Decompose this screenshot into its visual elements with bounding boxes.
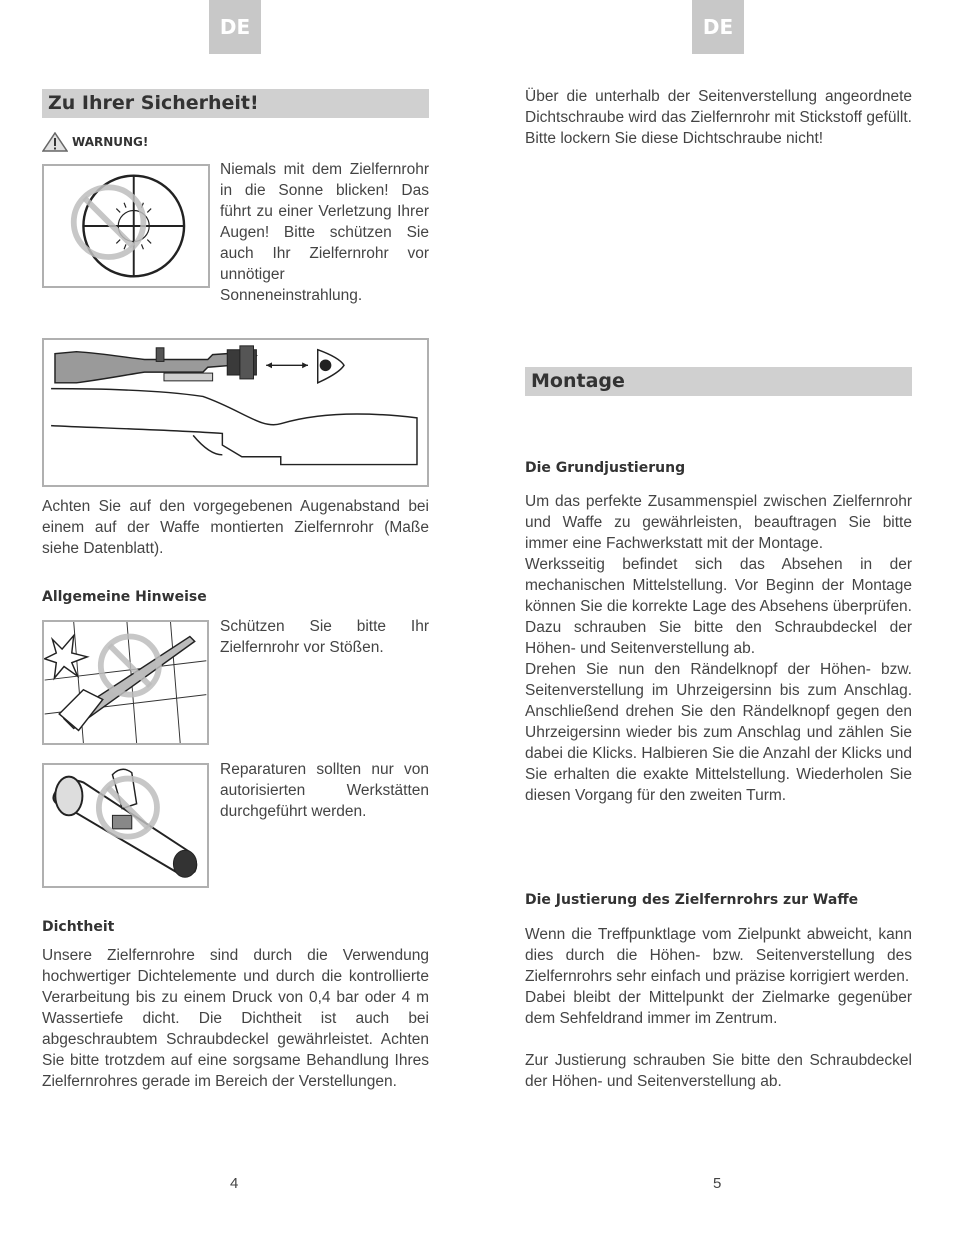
shock-warning-text: Schützen Sie bitte Ihr Zielfernrohr vor Stößen. [220,618,429,656]
repair-warning-text: Reparaturen sollten nur von autorisierten Werkstätten durchgeführt werden. [220,761,429,820]
page-number-right: 5 [713,1175,722,1192]
basic-adjustment-heading: Die Grundjustierung [525,460,686,476]
basic-adjustment-text [525,491,912,806]
scope-adjustment-text [525,924,912,1092]
scope-adjustment-paragraph-1: Wenn die Treffpunktlage vom Zielpunkt abweicht, kann dies durch die Höhen- bzw. Seitenverstellung des Zielfernrohrs sehr einfach und präzise korrigiert werden. [525,926,912,985]
warning-triangle-icon [42,132,68,152]
warning-label: WARNUNG! [72,135,149,149]
basic-adjustment-paragraph-2: Werksseitig befindet sich das Absehen in der mechanischen Mittelstellung. Vor Beginn der Montage können Sie die korrekte Lage des Absehens überprüfen. Dazu schrauben Sie bitte den Schraubdeckel der Höhen- und Seitenverstellung ab. [525,556,912,657]
language-tab-right: DE [692,0,744,54]
scope-adjustment-heading: Die Justierung des Zielfernrohrs zur Waffe [525,892,859,908]
scope-adjustment-paragraph-3: Zur Justierung schrauben Sie bitte den Schraubdeckel der Höhen- und Seitenverstellung ab. [525,1052,912,1090]
section-title-safety: Zu Ihrer Sicherheit! [42,89,429,118]
shock-warning-illustration [42,620,209,745]
sealing-screw-text: Über die unterhalb der Seitenverstellung angeordnete Dichtschraube wird das Zielfernrohr mit Stickstoff gefüllt. Bitte lockern Sie diese Dichtschraube nicht! [525,88,912,147]
section-title-mounting: Montage [525,367,912,396]
general-notes-heading: Allgemeine Hinweise [42,589,207,605]
eye-relief-text: Achten Sie auf den vorgegebenen Augenabstand bei einem auf der Waffe montierten Zielfernrohr (Maße siehe Datenblatt). [42,498,429,557]
sealing-heading: Dichtheit [42,919,115,935]
basic-adjustment-paragraph-3: Drehen Sie nun den Rändelknopf der Höhen- bzw. Seitenverstellung im Uhrzeigersinn bis zum Anschlag. Anschließend drehen Sie den Rändelknopf gegen den Uhrzeigersinn wieder bis zum Anschlag und zählen Sie dabei die Klicks. Halbieren Sie die Anzahl der Klicks und Sie erhalten die exakte Mittelstellung. Wiederholen Sie diesen Vorgang für den zweiten Turm. [525,661,912,804]
sealing-text: Unsere Zielfernrohre sind durch die Verwendung hochwertiger Dichtelemente und durch die kontrollierte Verarbeitung bis zu einem Druck von 0,4 bar oder 4 m Wassertiefe dicht. Die Dichtheit ist auch bei abgeschraubtem Schraubdeckel gewährleistet. Achten Sie bitte trotzdem auf eine sorgsame Behandlung Ihres Zielfernrohres gerade im Bereich der Verstellungen. [42,947,429,1090]
basic-adjustment-paragraph-1: Um das perfekte Zusammenspiel zwischen Zielfernrohr und Waffe zu gewährleisten, beauftragen Sie bitte immer eine Fachwerkstatt mit der Montage. [525,493,912,552]
eye-relief-illustration [42,338,429,487]
sun-warning-illustration [42,164,210,288]
page-number-left: 4 [230,1175,239,1192]
scope-adjustment-paragraph-2: Dabei bleibt der Mittelpunkt der Zielmarke gegenüber dem Sehfeldrand immer im Zentrum. [525,989,912,1027]
repair-warning-illustration [42,763,209,888]
warning-row [42,131,148,153]
sun-warning-text: Niemals mit dem Zielfernrohr in die Sonne blicken! Das führt zu einer Verletzung Ihrer Augen! Bitte schützen Sie auch Ihr Zielfernrohr vor unnötiger Sonneneinstrahlung. [220,161,429,304]
language-tab-left: DE [209,0,261,54]
